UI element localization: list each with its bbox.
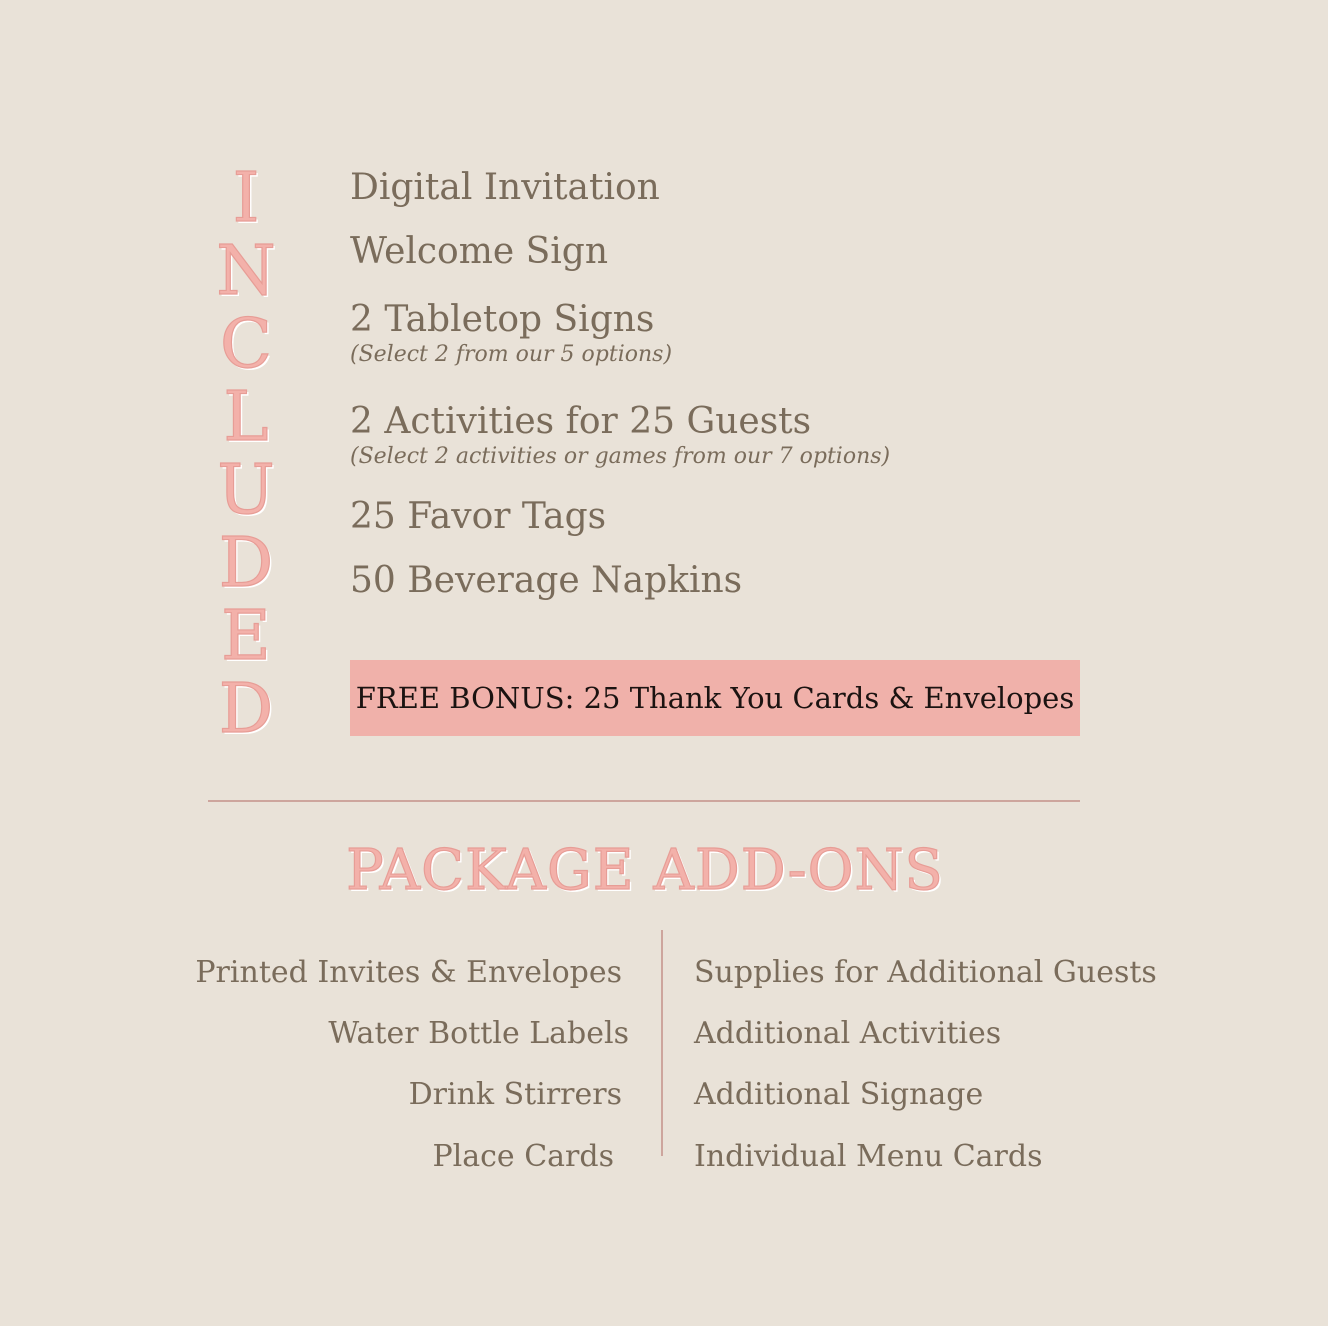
included-heading — [206, 159, 286, 749]
included-heading-letter: C — [219, 305, 273, 384]
section-divider — [208, 800, 1080, 802]
included-heading-letter: L — [223, 378, 269, 457]
included-heading-letter: N — [216, 232, 276, 311]
free-bonus-text: FREE BONUS: 25 Thank You Cards & Envelopes — [355, 681, 1075, 715]
included-item-label: 2 Activities for 25 Guests — [350, 401, 812, 442]
included-heading-letter: D — [218, 524, 274, 603]
included-item-label: 50 Beverage Napkins — [350, 560, 743, 601]
included-heading-letter: U — [217, 451, 275, 530]
addon-item-right: Additional Activities — [694, 1016, 1002, 1051]
included-item-label: Welcome Sign — [350, 231, 609, 272]
addon-item-right: Additional Signage — [694, 1077, 984, 1112]
addon-item-left: Drink Stirrers — [408, 1077, 622, 1112]
included-heading-letter: E — [221, 597, 271, 676]
included-item-note: (Select 2 activities or games from our 7 options) — [350, 444, 891, 469]
addon-item-left: Water Bottle Labels — [328, 1016, 629, 1051]
free-bonus-banner — [350, 660, 1080, 736]
addon-item-right: Supplies for Additional Guests — [694, 955, 1157, 990]
included-item-label: 2 Tabletop Signs — [350, 299, 655, 340]
addons-column-divider — [661, 930, 663, 1156]
addon-item-left: Place Cards — [432, 1139, 614, 1174]
package-addons-title: PACKAGE ADD-ONS — [346, 838, 944, 903]
included-item-label: 25 Favor Tags — [350, 496, 607, 537]
included-item-label: Digital Invitation — [350, 167, 660, 208]
included-item-favor-tags — [350, 496, 607, 537]
included-item-digital-invitation — [350, 167, 660, 208]
included-item-beverage-napkins — [350, 560, 743, 601]
included-item-tabletop-signs — [350, 299, 673, 367]
included-heading-letter: I — [232, 159, 260, 238]
addon-item-right: Individual Menu Cards — [694, 1139, 1043, 1174]
included-item-activities — [350, 401, 891, 469]
included-item-note: (Select 2 from our 5 options) — [350, 342, 673, 367]
addon-item-left: Printed Invites & Envelopes — [195, 955, 622, 990]
included-item-welcome-sign — [350, 231, 609, 272]
included-heading-letter: D — [218, 670, 274, 749]
